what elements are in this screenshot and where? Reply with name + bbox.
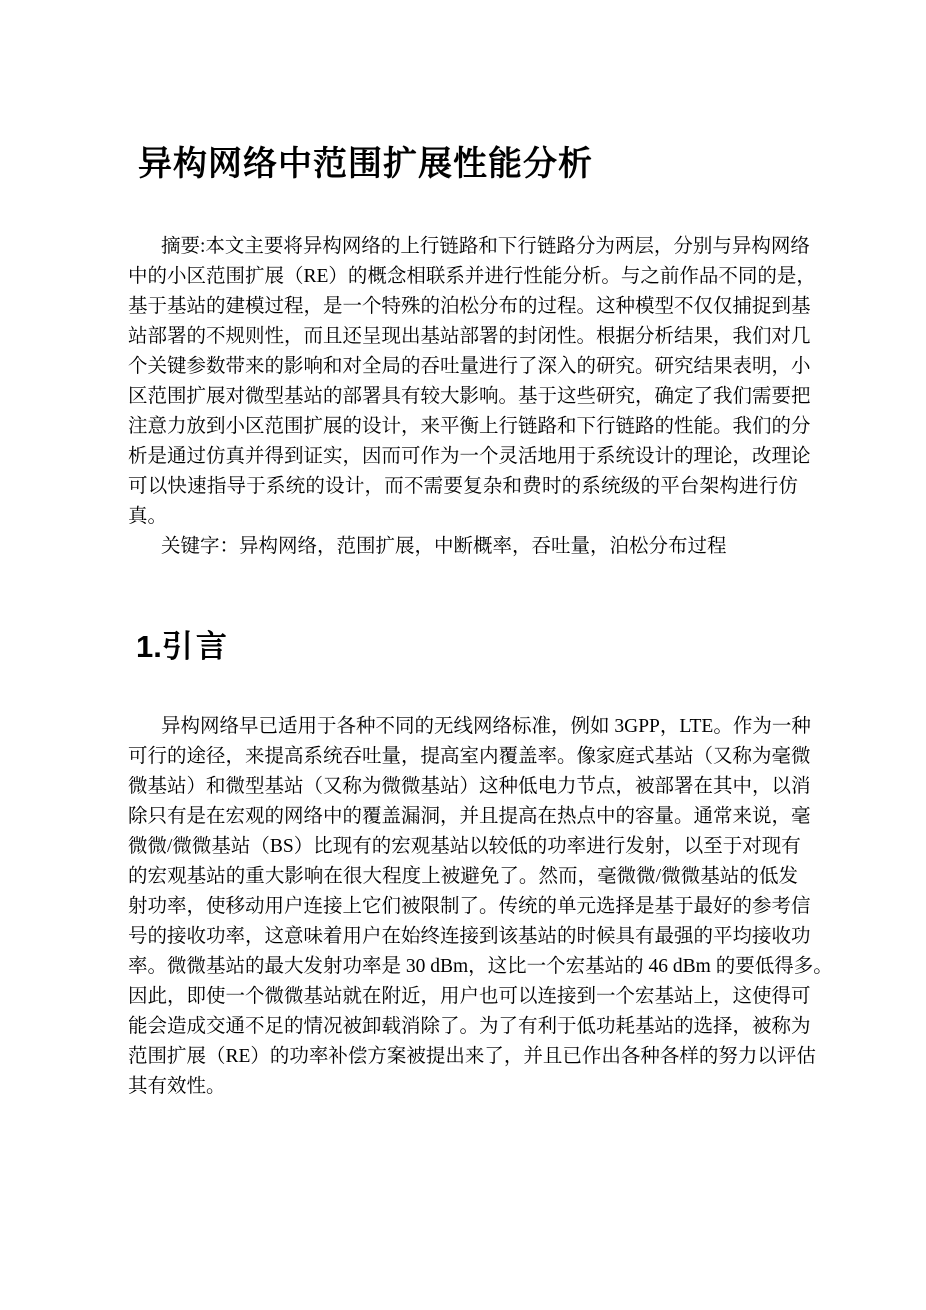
section-title: 引言 <box>161 629 230 664</box>
abstract-line: 个关键参数带来的影响和对全局的吞吐量进行了深入的研究。研究结果表明，小 <box>128 356 811 377</box>
intro-line: 号的接收功率，这意味着用户在始终连接到该基站的时候具有最强的平均接收功 <box>128 926 811 947</box>
intro-line: 因此，即使一个微微基站就在附近，用户也可以连接到一个宏基站上，这使得可 <box>128 986 811 1007</box>
intro-line: 微基站）和微型基站（又称为微微基站）这种低电力节点，被部署在其中，以消 <box>128 776 811 797</box>
keywords-line: 关键字：异构网络，范围扩展，中断概率，吞吐量，泊松分布过程 <box>161 536 727 557</box>
intro-line: 异构网络早已适用于各种不同的无线网络标准，例如 3GPP，LTE。作为一种 <box>161 716 811 737</box>
section-number: 1. <box>136 629 162 664</box>
intro-line: 射功率，使移动用户连接上它们被限制了。传统的单元选择是基于最好的参考信 <box>128 896 811 917</box>
abstract-line: 摘要:本文主要将异构网络的上行链路和下行链路分为两层，分别与异构网络 <box>161 236 810 257</box>
abstract-line: 注意力放到小区范围扩展的设计，来平衡上行链路和下行链路的性能。我们的分 <box>128 416 811 437</box>
intro-line: 可行的途径，来提高系统吞吐量，提高室内覆盖率。像家庭式基站（又称为毫微 <box>128 746 811 767</box>
abstract-paragraph <box>128 232 816 532</box>
intro-line: 能会造成交通不足的情况被卸载消除了。为了有利于低功耗基站的选择，被称为 <box>128 1016 811 1037</box>
abstract-line: 析是通过仿真并得到证实，因而可作为一个灵活地用于系统设计的理论，改理论 <box>128 446 811 467</box>
intro-line: 其有效性。 <box>128 1076 226 1097</box>
abstract-line: 站部署的不规则性，而且还呈现出基站部署的封闭性。根据分析结果，我们对几 <box>128 326 811 347</box>
introduction-paragraph <box>128 712 833 1102</box>
intro-line: 微微/微微基站（BS）比现有的宏观基站以较低的功率进行发射，以至于对现有 <box>128 836 801 857</box>
intro-line: 范围扩展（RE）的功率补偿方案被提出来了，并且已作出各种各样的努力以评估 <box>128 1046 816 1067</box>
abstract-line: 基于基站的建模过程，是一个特殊的泊松分布的过程。这种模型不仅仅捕捉到基 <box>128 296 811 317</box>
intro-line: 的宏观基站的重大影响在很大程度上被避免了。然而，毫微微/微微基站的低发 <box>128 866 798 887</box>
section-1-heading <box>136 626 230 668</box>
abstract-line: 中的小区范围扩展（RE）的概念相联系并进行性能分析。与之前作品不同的是， <box>128 266 816 287</box>
abstract-line: 真。 <box>128 506 168 527</box>
document-title: 异构网络中范围扩展性能分析 <box>138 146 593 183</box>
abstract-line: 可以快速指导于系统的设计，而不需要复杂和费时的系统级的平台架构进行仿 <box>128 476 798 497</box>
intro-line: 率。微微基站的最大发射功率是 30 dBm，这比一个宏基站的 46 dBm 的要低得多。 <box>128 956 833 977</box>
intro-line: 除只有是在宏观的网络中的覆盖漏洞，并且提高在热点中的容量。通常来说，毫 <box>128 806 811 827</box>
abstract-line: 区范围扩展对微型基站的部署具有较大影响。基于这些研究，确定了我们需要把 <box>128 386 811 407</box>
